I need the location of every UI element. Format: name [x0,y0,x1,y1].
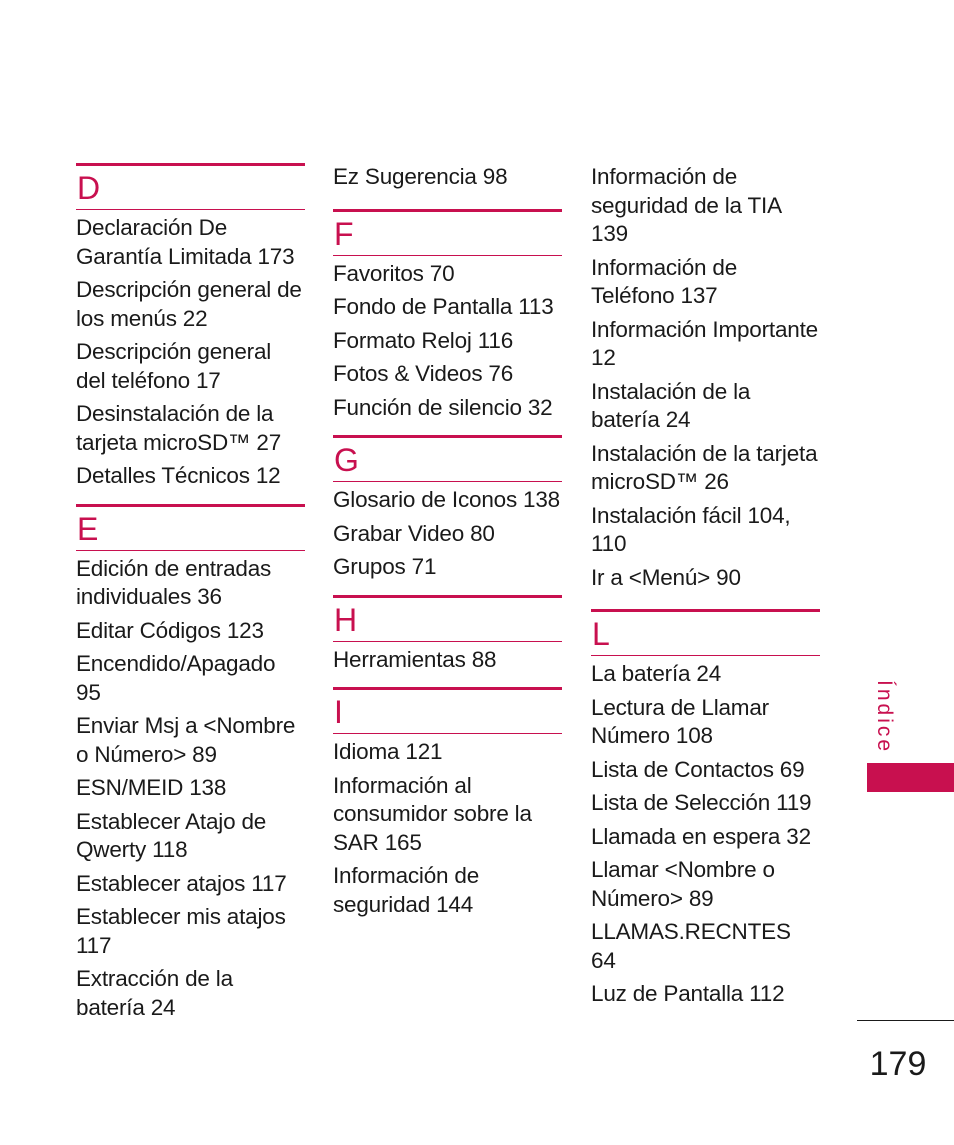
continued-entries [591,163,820,592]
index-entry: Establecer mis atajos 117 [76,904,286,958]
index-entry: Declaración De Garantía Limitada 173 [76,215,295,269]
index-entry: Instalación fácil 104, 110 [591,502,791,556]
section-letter: H [334,601,358,638]
index-entry: Lectura de Llamar Número 108 [591,694,769,748]
index-column-3 [591,163,820,1022]
index-entry: Edición de entradas individuales 36 [76,555,272,609]
index-entry: Fotos & Videos 76 [333,361,514,386]
section-entries [76,214,305,491]
section-letter: L [592,616,610,652]
index-entry: Información de Teléfono 137 [591,254,738,308]
section-letter: F [334,215,354,252]
index-entry: Información de seguridad 144 [333,863,480,917]
index-entry: Ez Sugerencia 98 [333,164,508,189]
section-entries [333,486,562,582]
section-header [333,209,562,256]
index-entry: Descripción general de los menús 22 [76,277,302,331]
index-entry: LLAMAS.RECNTES 64 [591,919,791,973]
index-entry: Herramientas 88 [333,646,497,672]
section-letter: D [77,170,101,206]
section-entries [591,660,820,1009]
index-column-1 [76,163,305,1035]
index-section-f [333,209,562,423]
page-number: 179 [869,1045,927,1083]
index-entry: Grabar Video 80 [333,520,495,546]
side-tab-label: Índice [873,680,896,755]
section-entries [333,738,562,919]
index-entry: Instalación de la tarjeta microSD™ 26 [591,440,818,494]
index-entry: Establecer atajos 117 [76,870,287,896]
index-entry: Formato Reloj 116 [333,327,514,353]
index-entry: Grupos 71 [333,554,437,579]
section-header [76,163,305,210]
index-entry: Fondo de Pantalla 113 [333,294,554,319]
index-section-l [591,609,820,1009]
continued-entries [333,163,562,192]
index-entry: Función de silencio 32 [333,394,553,420]
section-header [333,687,562,734]
index-entry: Información al consumidor sobre la SAR 165 [333,772,532,855]
page-number-rule [857,1020,954,1021]
index-entry: Luz de Pantalla 112 [591,981,785,1006]
index-entry: Lista de Contactos 69 [591,756,805,782]
section-letter: I [334,694,343,730]
index-entry: Enviar Msj a <Nombre o Número> 89 [76,713,296,767]
section-header [76,504,305,551]
index-entry: La batería 24 [591,661,722,686]
index-entry: Ir a <Menú> 90 [591,564,741,590]
index-section-e [76,504,305,1023]
index-entry: Instalación de la batería 24 [591,378,751,432]
index-entry: Establecer Atajo de Qwerty 118 [76,808,267,862]
index-entry: Favoritos 70 [333,260,455,286]
section-entries [333,646,562,675]
index-entry: Llamar <Nombre o Número> 89 [591,857,775,911]
section-letter: E [77,510,99,547]
index-entry: Información Importante 12 [591,316,818,370]
index-entry: Editar Códigos 123 [76,617,264,643]
index-entry: Descripción general del teléfono 17 [76,339,272,393]
section-header [333,435,562,482]
index-entry: Encendido/Apagado 95 [76,651,276,705]
index-section-d [76,163,305,491]
index-entry: Detalles Técnicos 12 [76,463,281,488]
index-entry: Glosario de Iconos 138 [333,487,560,512]
index-entry: Llamada en espera 32 [591,823,811,849]
section-entries [333,260,562,423]
section-letter: G [334,442,359,478]
index-entry: Idioma 121 [333,739,443,764]
index-section-g [333,435,562,582]
index-entry: Lista de Selección 119 [591,790,812,815]
section-header [591,609,820,656]
index-entry: Información de seguridad de la TIA 139 [591,164,781,246]
side-tab-marker [867,763,954,792]
index-entry: ESN/MEID 138 [76,775,227,800]
section-header [333,595,562,642]
index-section-i [333,687,562,919]
index-entry: Desinstalación de la tarjeta microSD™ 27 [76,401,282,455]
index-section-h [333,595,562,675]
index-entry: Extracción de la batería 24 [76,966,233,1020]
section-entries [76,555,305,1023]
index-column-2 [333,163,562,932]
